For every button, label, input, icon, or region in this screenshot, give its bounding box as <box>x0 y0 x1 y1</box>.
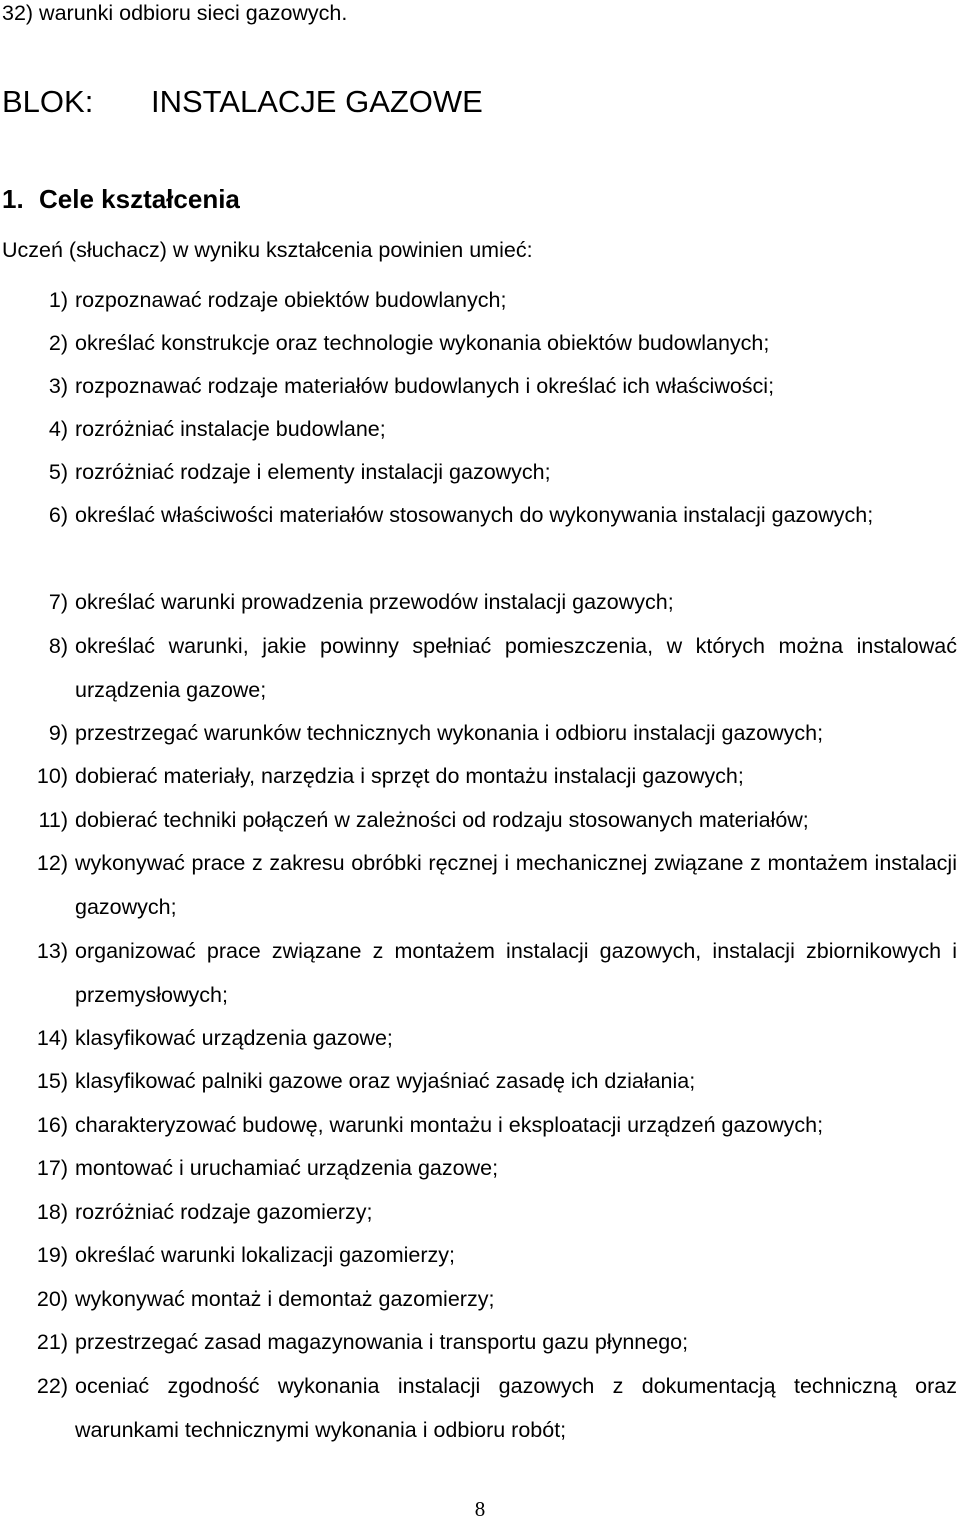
list-item-text: rozpoznawać rodzaje obiektów budowlanych; <box>75 288 507 312</box>
list-item-text: charakteryzować budowę, warunki montażu i eksploatacji urządzeń gazowych; <box>75 1113 824 1137</box>
list-item-text: wykonywać prace z zakresu obróbki ręcznej i mechanicznej związane z montażem instalacji gazowych; <box>75 851 957 919</box>
list-item-text: określać warunki, jakie powinny spełniać pomieszczenia, w których można instalować urządzenia gazowe; <box>75 634 957 702</box>
list-item-number: 2) <box>48 331 68 355</box>
list-item-number: 19) <box>36 1243 68 1267</box>
list-item-number: 4) <box>48 417 68 441</box>
list-item-text: dobierać materiały, narzędzia i sprzęt do montażu instalacji gazowych; <box>75 764 744 788</box>
list-item-text: określać warunki lokalizacji gazomierzy; <box>75 1243 455 1267</box>
list-item-text: przestrzegać warunków technicznych wykonania i odbioru instalacji gazowych; <box>75 721 824 745</box>
list-item-text: określać konstrukcje oraz technologie wykonania obiektów budowlanych; <box>75 331 770 355</box>
list-item-text: wykonywać montaż i demontaż gazomierzy; <box>75 1287 495 1311</box>
block-name: INSTALACJE GAZOWE <box>151 84 483 119</box>
list-item-text: oceniać zgodność wykonania instalacji gazowych z dokumentacją techniczną oraz warunkami technicznymi wykonania i odbioru robót; <box>75 1374 957 1442</box>
page-number: 8 <box>474 1497 486 1521</box>
list-item-text: określać właściwości materiałów stosowanych do wykonywania instalacji gazowych; <box>75 503 874 527</box>
list-item-number: 10) <box>36 764 68 788</box>
list-item-number: 15) <box>36 1069 68 1093</box>
list-item-number: 21) <box>36 1330 68 1354</box>
list-item-text: organizować prace związane z montażem instalacji gazowych, instalacji zbiornikowych i przemysłowych; <box>75 939 957 1007</box>
section-number: 1. <box>2 184 24 214</box>
list-item-number: 13) <box>36 939 68 963</box>
list-item-number: 7) <box>48 590 68 614</box>
list-item-number: 5) <box>48 460 68 484</box>
list-item-text: montować i uruchamiać urządzenia gazowe; <box>75 1156 499 1180</box>
list-item-number: 6) <box>48 503 68 527</box>
list-item-text: rozróżniać rodzaje i elementy instalacji gazowych; <box>75 460 551 484</box>
list-item-number: 12) <box>36 851 68 875</box>
list-item-number: 3) <box>48 374 68 398</box>
list-item-number: 18) <box>36 1200 68 1224</box>
list-item-number: 16) <box>36 1113 68 1137</box>
list-item-text: klasyfikować urządzenia gazowe; <box>75 1026 393 1050</box>
list-item-number: 1) <box>48 288 68 312</box>
section-title: Cele kształcenia <box>39 184 240 214</box>
list-item-text: przestrzegać zasad magazynowania i transportu gazu płynnego; <box>75 1330 689 1354</box>
list-item-number: 14) <box>36 1026 68 1050</box>
list-item-text: rozpoznawać rodzaje materiałów budowlanych i określać ich właściwości; <box>75 374 775 398</box>
list-item-number: 22) <box>36 1374 68 1398</box>
list-item-number: 8) <box>48 634 68 658</box>
intro-text: Uczeń (słuchacz) w wyniku kształcenia powinien umieć: <box>2 238 533 262</box>
list-item-number: 11) <box>38 808 68 832</box>
list-item-text: rozróżniać instalacje budowlane; <box>75 417 386 441</box>
previous-list-item: 32) warunki odbioru sieci gazowych. <box>2 1 348 25</box>
list-item-number: 20) <box>36 1287 68 1311</box>
list-item-number: 17) <box>36 1156 68 1180</box>
list-item-text: dobierać techniki połączeń w zależności od rodzaju stosowanych materiałów; <box>75 808 809 832</box>
block-label: BLOK: <box>2 84 94 119</box>
list-item-text: klasyfikować palniki gazowe oraz wyjaśniać zasadę ich działania; <box>75 1069 696 1093</box>
list-item-number: 9) <box>48 721 68 745</box>
list-item-text: określać warunki prowadzenia przewodów instalacji gazowych; <box>75 590 674 614</box>
list-item-text: rozróżniać rodzaje gazomierzy; <box>75 1200 373 1224</box>
